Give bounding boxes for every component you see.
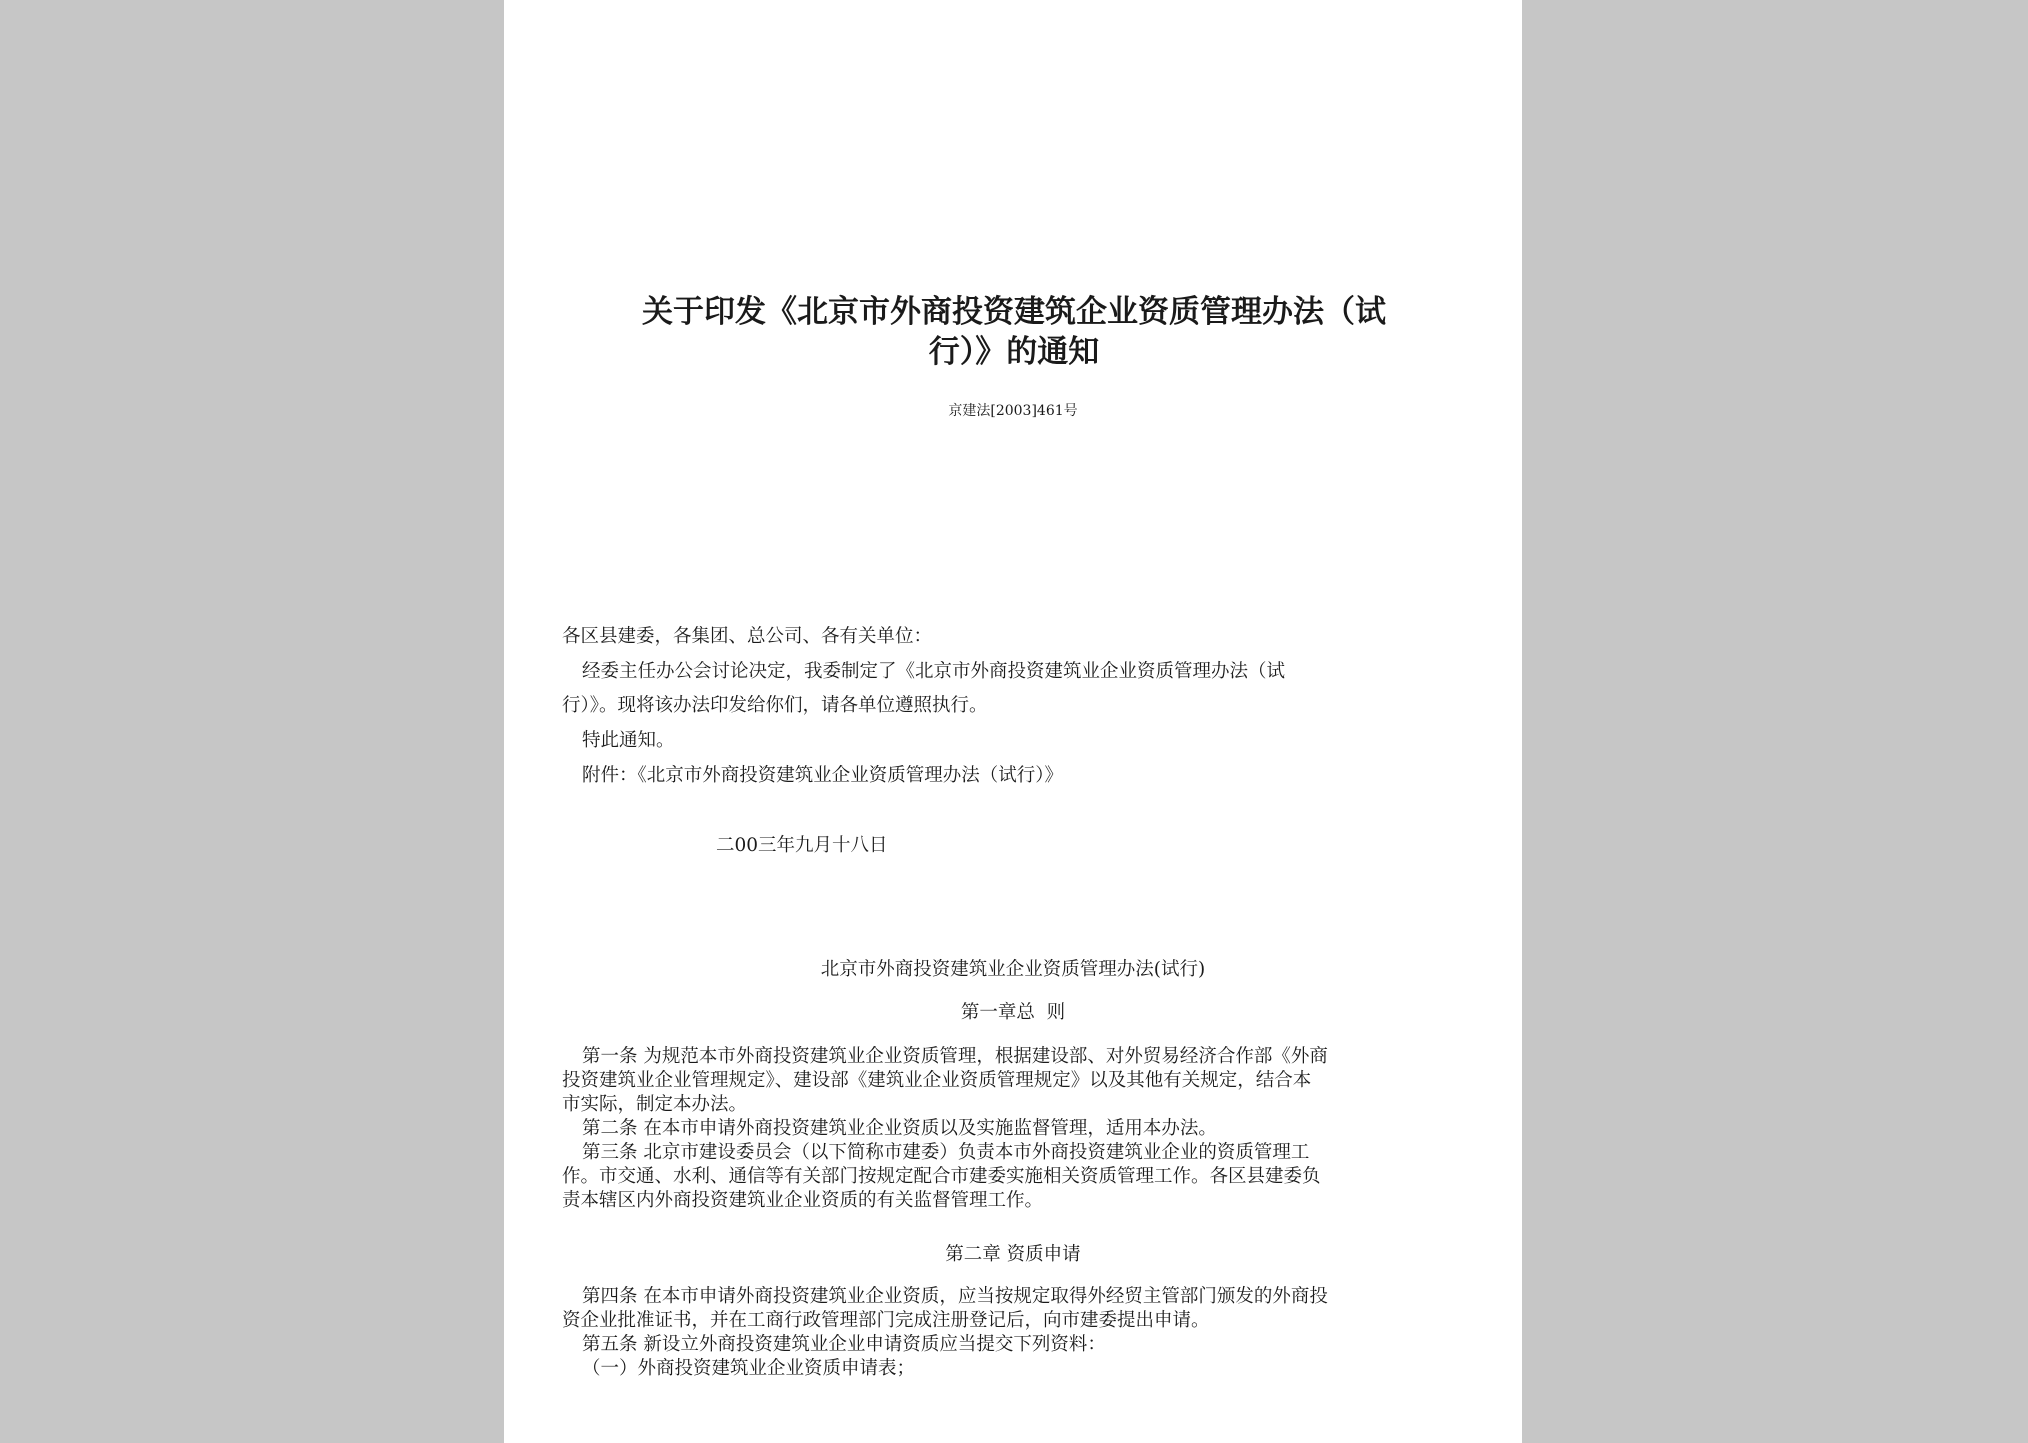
notice-title-line-1: 关于印发《北京市外商投资建筑企业资质管理办法（试 [642,294,1386,330]
document-page [504,0,1522,1443]
article-4-line-1: 第四条 在本市申请外商投资建筑业企业资质，应当按规定取得外经贸主管部门颁发的外商投 [582,1286,1328,1307]
article-1-line-2: 投资建筑业企业管理规定》、建设部《建筑业企业资质管理规定》以及其他有关规定，结合本 [562,1070,1312,1091]
document-number: 京建法[2003]461号 [948,403,1078,419]
article-1-line-1: 第一条 为规范本市外商投资建筑业企业资质管理，根据建设部、对外贸易经济合作部《外商 [582,1046,1328,1067]
article-3-line-2: 作。市交通、水利、通信等有关部门按规定配合市建委实施相关资质管理工作。各区县建委负 [562,1166,1321,1187]
notice-body-line-1: 经委主任办公会讨论决定，我委制定了《北京市外商投资建筑业企业资质管理办法（试 [582,661,1286,682]
article-3-line-3: 责本辖区内外商投资建筑业企业资质的有关监督管理工作。 [562,1190,1044,1211]
article-2-line-1: 第二条 在本市申请外商投资建筑业企业资质以及实施监督管理，适用本办法。 [582,1118,1217,1139]
notice-date: 二00三年九月十八日 [716,835,888,856]
notice-closing: 特此通知。 [582,730,675,751]
article-5-item-1: （一）外商投资建筑业企业资质申请表； [582,1358,916,1379]
article-1-line-3: 市实际，制定本办法。 [562,1094,748,1115]
article-3-line-1: 第三条 北京市建设委员会（以下简称市建委）负责本市外商投资建筑业企业的资质管理工 [582,1142,1310,1163]
notice-body-line-2: 行）》。现将该办法印发给你们，请各单位遵照执行。 [562,695,988,716]
chapter-2-heading: 第二章 资质申请 [945,1244,1081,1265]
article-4-line-2: 资企业批准证书，并在工商行政管理部门完成注册登记后，向市建委提出申请。 [562,1310,1210,1331]
regulation-title: 北京市外商投资建筑业企业资质管理办法(试行) [820,959,1206,980]
notice-title-line-2: 行）》的通知 [928,334,1100,370]
notice-attachment: 附件：《北京市外商投资建筑业企业资质管理办法（试行）》 [582,765,1064,786]
article-5-line-1: 第五条 新设立外商投资建筑业企业申请资质应当提交下列资料： [582,1334,1106,1355]
notice-title [564,292,1464,372]
chapter-1-heading: 第一章总 则 [960,1002,1066,1023]
addressee: 各区县建委，各集团、总公司、各有关单位： [562,626,933,647]
